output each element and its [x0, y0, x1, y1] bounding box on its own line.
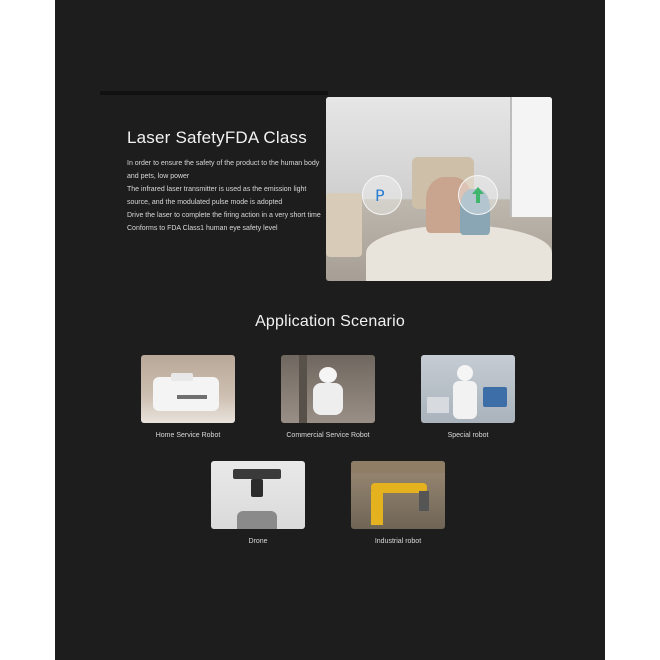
scenario-card-industrial	[351, 461, 445, 545]
special-robot-image	[421, 355, 515, 423]
scenario-card-home-service	[141, 355, 235, 439]
laser-line-4: Conforms to FDA Class1 human eye safety level	[127, 225, 278, 232]
laser-safety-photo	[326, 97, 552, 281]
scenario-label: Special robot	[447, 432, 489, 439]
laser-safety-title: Laser SafetyFDA Class	[127, 128, 307, 147]
scenario-label: Home Service Robot	[155, 432, 221, 439]
laser-line-1: In order to ensure the safety of the product to the human body and pets, low power	[127, 160, 320, 180]
pulse-icon	[362, 175, 402, 215]
photo-window	[510, 97, 552, 217]
safety-arrow-icon	[458, 175, 498, 215]
application-scenario-title: Application Scenario	[255, 313, 405, 330]
scenario-label: Industrial robot	[374, 538, 422, 545]
laser-line-3: Drive the laser to complete the firing action in a very short time	[127, 212, 321, 219]
drone-image	[211, 461, 305, 529]
home-service-robot-image	[141, 355, 235, 423]
laser-line-2: The infrared laser transmitter is used as the emission light source, and the modulated pulse mode is adopted	[127, 186, 307, 206]
top-divider	[100, 91, 328, 95]
photo-sofa	[326, 193, 362, 257]
scenario-card-commercial-service	[281, 355, 375, 439]
scenario-label: Drone	[248, 538, 268, 545]
scenario-card-special	[421, 355, 515, 439]
scenario-card-drone	[211, 461, 305, 545]
industrial-robot-image	[351, 461, 445, 529]
laser-safety-description	[127, 157, 325, 235]
commercial-service-robot-image	[281, 355, 375, 423]
svg-text:P: P	[375, 186, 385, 205]
scenario-label: Commercial Service Robot	[286, 432, 370, 439]
photo-rug	[366, 225, 552, 281]
